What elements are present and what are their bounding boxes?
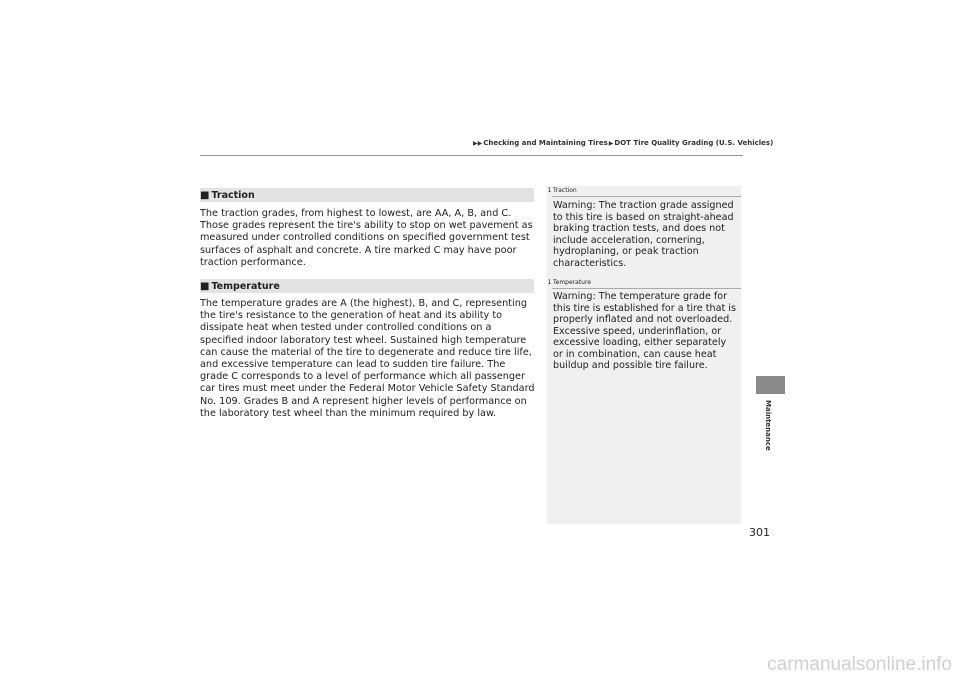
breadcrumb-item[interactable]: Checking and Maintaining Tires [483,139,608,147]
note-title-text: Traction [553,187,577,194]
note-divider [552,288,741,289]
section-body-temperature: The temperature grades are A (the highest), B, and C, representing the tire's resistance to the generation of heat and its ability to dissipate heat when tested under controlled conditions on a specified indoor laboratory test wheel. Sustained high temperature can cause the material of the tire to degenerate and reduce tire life, and excessive temperature can lead to sudden tire failure. The grade C corresponds to a level of performance which all passenger car tires must meet under the Federal Motor Vehicle Safety Standard No. 109. Grades B and A represent higher levels of performance on the laboratory test wheel than the minimum required by law. [200,298,535,419]
note-marker-icon: 1 [547,278,552,286]
header-divider [200,155,743,156]
section-title: Traction [211,189,255,201]
breadcrumb [472,139,773,147]
section-title: Temperature [211,280,280,292]
note-title-traction [547,187,741,194]
breadcrumb-arrow-icon: ▶ [608,139,614,147]
breadcrumb-item[interactable]: DOT Tire Quality Grading (U.S. Vehicles) [614,139,774,147]
breadcrumb-arrow-icon: ▶▶ [473,139,483,147]
section-body-traction: The traction grades, from highest to lowest, are AA, A, B, and C. Those grades represent the tire's ability to stop on wet pavement as measured under controlled conditions on specified government test surfaces of asphalt and concrete. A tire marked C may have poor traction performance. [200,208,533,268]
section-heading-temperature [200,279,534,293]
chapter-tab[interactable] [756,376,785,394]
square-bullet-icon: ■ [200,189,210,201]
note-marker-icon: 1 [547,186,552,194]
note-title-temperature [547,279,741,286]
note-divider [552,196,741,197]
watermark: carmanualsonline.info [767,654,952,675]
note-text-temperature: Warning: The temperature grade for this tire is established for a tire that is properly inflated and not overloaded. Excessive speed, underinflation, or excessive loading, either separately or in combination, can cause heat buildup and possible tire failure. [553,291,736,371]
chapter-label: Maintenance [764,400,772,451]
page-number: 301 [749,526,770,539]
note-text-traction: Warning: The traction grade assigned to this tire is based on straight-ahead braking traction tests, and does not include acceleration, cornering, hydroplaning, or peak traction characteristics. [553,200,734,269]
note-title-text: Temperature [553,279,592,286]
square-bullet-icon: ■ [200,280,210,292]
section-heading-traction [200,188,534,202]
